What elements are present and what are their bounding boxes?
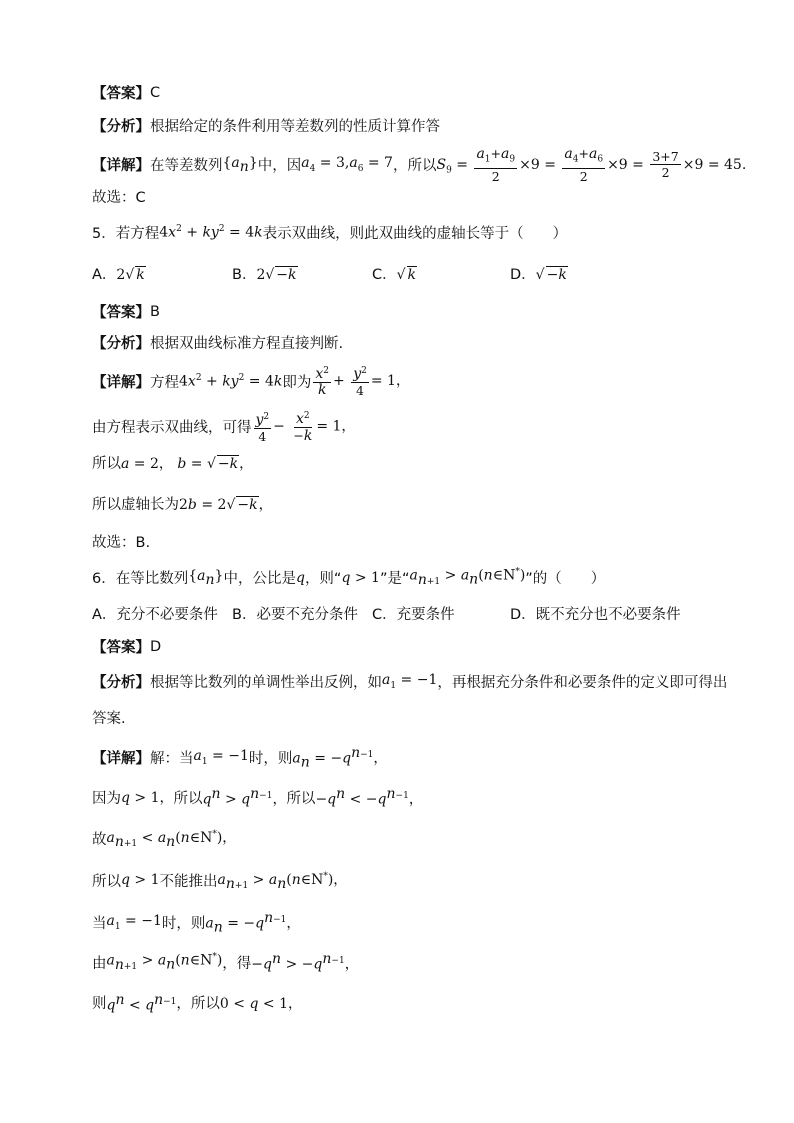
- analysis-tag: 【分析】: [92, 675, 150, 691]
- q6-stem-line: [92, 567, 605, 588]
- analysis-text: 根据双曲线标准方程直接判断.: [150, 336, 344, 352]
- math-hyperbola: $\frac{y^2}{4}$ − $\frac{x^2}{-k}$ = 1，: [255, 411, 356, 445]
- detail-text: 所以: [92, 873, 121, 890]
- q6-detail-line-7: [92, 992, 302, 1014]
- math-seq: $\{a_n\}$: [188, 567, 224, 588]
- detail-text: ，所以: [176, 996, 220, 1013]
- q5-analysis-line: [92, 332, 343, 353]
- stem-text: ”是“: [379, 571, 410, 587]
- option-b: B．必要不充分条件: [232, 607, 358, 623]
- math-q-gt-1: q > 1，: [121, 790, 174, 807]
- detail-text: 时，则: [248, 751, 293, 768]
- detail-text: 因为: [92, 790, 121, 807]
- stem-text: ，则“: [304, 571, 342, 587]
- math-axis-length: 2b = 2√ −k，: [179, 496, 273, 513]
- q5-detail-line-3: [92, 452, 253, 473]
- math-ineq-2: $-q^n < -q^{n-1}$，: [315, 786, 423, 808]
- answer-tag: 【答案】: [92, 86, 150, 102]
- math-standard-form: $\frac{x^2}{k}$ + $\frac{y^2}{4}$ = 1，: [315, 366, 410, 399]
- q6-options-line: [92, 603, 681, 624]
- answer-value: C: [150, 84, 161, 101]
- detail-text: 所以: [286, 790, 316, 807]
- math-example: $a_1 = -1$: [382, 672, 438, 691]
- choose-text: 故选：B.: [92, 535, 151, 551]
- option-d: D．√ −k: [510, 267, 567, 283]
- math-q-gt-1: q > 1: [121, 872, 160, 889]
- math-a1: $a_1 = -1$: [193, 748, 249, 768]
- detail-text: 不能推出: [159, 873, 218, 890]
- option-d: D．既不充分也不必要条件: [510, 607, 681, 623]
- q6-answer-line: [92, 636, 161, 657]
- stem-text: 表示双曲线，则此双曲线的虚轴长等于（ ）: [262, 226, 568, 242]
- detail-text: 所以: [173, 790, 203, 807]
- math-condition: q > 1: [341, 569, 380, 586]
- stem-text: 6．在等比数列: [92, 571, 189, 587]
- q6-detail-line-2: [92, 786, 423, 809]
- q6-detail-line-6: [92, 951, 359, 974]
- answer-tag: 【答案】: [92, 305, 150, 321]
- detail-text: 所以虚轴长为: [92, 497, 179, 513]
- detail-text: 在等差数列: [150, 158, 223, 175]
- q6-detail-line: [92, 745, 387, 770]
- math-ineq-3: $-q^n > -q^{n-1}$，: [251, 951, 359, 973]
- q4-answer-line: [92, 82, 160, 103]
- q5-choose-line: [92, 531, 150, 552]
- detail-text: 由: [92, 955, 107, 972]
- q6-detail-line-3: [92, 827, 236, 850]
- math-equation: $4x^2 + ky^2 = 4k$: [159, 224, 263, 241]
- math-ab: a = 2， b = √ −k，: [121, 455, 254, 472]
- detail-text: 故: [92, 831, 107, 848]
- q5-detail-line: [92, 364, 410, 398]
- option-c: C．√ k: [372, 267, 417, 283]
- detail-text: 则: [92, 996, 107, 1013]
- analysis-text: 根据给定的条件利用等差数列的性质计算作答: [150, 119, 440, 135]
- q5-options-line: [92, 263, 568, 284]
- q4-choose-line: [92, 186, 146, 207]
- q4-detail-line: [92, 146, 746, 184]
- stem-text: ”的（ ）: [525, 571, 606, 587]
- analysis-text: ，再根据充分条件和必要条件的定义即可得出: [437, 675, 728, 691]
- detail-text: ，得: [222, 955, 252, 972]
- math-q: q: [295, 569, 305, 586]
- detail-tag: 【详解】: [92, 158, 150, 175]
- detail-tag: 【详解】: [92, 374, 150, 391]
- math-conclusion: $a_{n+1}$ > $a_n(n\in N^*)$: [409, 567, 526, 588]
- math-decreasing: $a_{n+1}$ < $a_n(n\in N^*)$，: [106, 829, 237, 850]
- math-an: $a_n = -q^{n-1}$，: [292, 745, 388, 771]
- math-ineq-1: $q^n > q^{n-1}$，: [202, 786, 287, 808]
- answer-value: B: [150, 303, 160, 320]
- q5-detail-line-4: [92, 493, 273, 514]
- math-increasing: $a_{n+1}$ > $a_n(n\in N^*)$，: [217, 871, 348, 892]
- option-c: C．充要条件: [372, 607, 455, 623]
- analysis-text: 根据等比数列的单调性举出反例，如: [150, 675, 382, 691]
- analysis-tag: 【分析】: [92, 119, 150, 135]
- option-a: A．2√ k: [92, 267, 145, 283]
- math-q-range: 0 < q < 1，: [219, 995, 302, 1012]
- option-b: B．2√ −k: [232, 267, 297, 283]
- q5-answer-line: [92, 301, 160, 322]
- q4-analysis-line: [92, 115, 440, 136]
- detail-text: 方程: [150, 374, 179, 391]
- analysis-text: 答案.: [92, 711, 126, 727]
- q6-detail-line-4: [92, 869, 347, 892]
- choose-text: 故选：C: [92, 190, 146, 206]
- math-equation: $4x^2 + ky^2 = 4k$: [179, 372, 283, 390]
- detail-text: 解：当: [150, 751, 194, 768]
- q5-stem-line: [92, 222, 567, 243]
- q6-analysis-cont: [92, 707, 126, 728]
- stem-text: 5．若方程: [92, 226, 160, 242]
- detail-text: 即为: [282, 374, 312, 391]
- detail-text: 时，则: [161, 916, 206, 933]
- q6-detail-line-5: [92, 910, 300, 935]
- detail-tag: 【详解】: [92, 751, 150, 768]
- math-sum: $S_9$ = $\frac{a_1+a_9}{2}$ ×9 = $\frac{a_4+a_6}{2}$ ×9 = $\frac{3+7}{2}$ ×9 = 45.: [436, 146, 747, 184]
- q5-detail-line-2: [92, 409, 355, 444]
- math-an: $a_n = -q^{n-1}$，: [205, 910, 301, 936]
- detail-text: 当: [92, 916, 107, 933]
- math-a1: $a_1 = -1$: [106, 913, 162, 933]
- math-given: $a_4 = 3,a_6 = 7$: [301, 155, 393, 175]
- detail-text: 所以: [92, 456, 121, 472]
- detail-text: 中，因: [257, 158, 302, 175]
- detail-text: 由方程表示双曲线，可得: [92, 420, 252, 437]
- answer-tag: 【答案】: [92, 640, 150, 656]
- math-seq: $\{a_n\}$: [222, 154, 258, 175]
- analysis-tag: 【分析】: [92, 336, 150, 352]
- q6-analysis-line: [92, 671, 727, 692]
- stem-text: 中，公比是: [223, 571, 296, 587]
- math-increasing: $a_{n+1}$ > $a_n(n\in N^*)$: [106, 952, 223, 973]
- math-ineq-4: $q^n < q^{n-1}$: [106, 992, 177, 1014]
- option-a: A．充分不必要条件: [92, 607, 218, 623]
- detail-text: ，所以: [392, 158, 437, 175]
- answer-value: D: [150, 638, 162, 655]
